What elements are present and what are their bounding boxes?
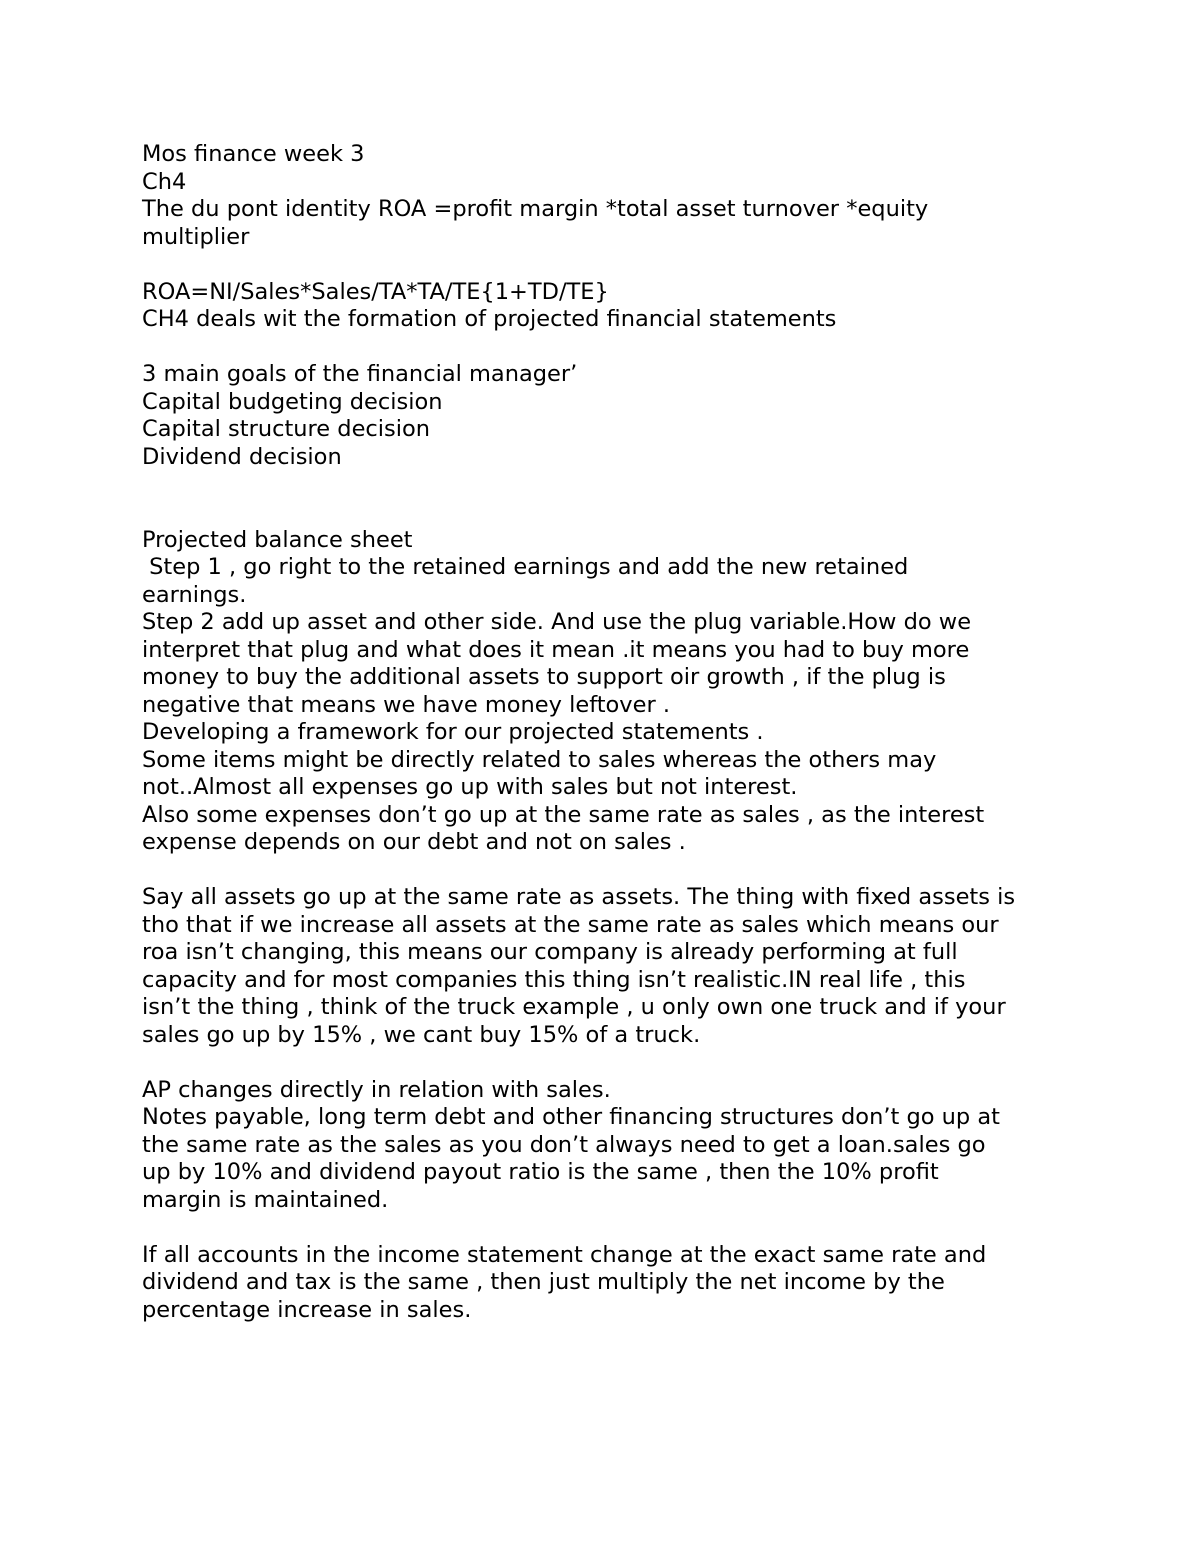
- doc-line: 3 main goals of the financial manager’: [142, 361, 578, 387]
- doc-line: Notes payable, long term debt and other financing structures don’t go up at: [142, 1104, 1000, 1130]
- doc-line: margin is maintained.: [142, 1186, 389, 1213]
- doc-line: not..Almost all expenses go up with sales but not interest.: [142, 774, 798, 800]
- blank-line: [142, 857, 1072, 885]
- doc-chapter: Ch4: [142, 168, 187, 195]
- doc-line: Developing a framework for our projected statements .: [142, 719, 764, 745]
- doc-line: up by 10% and dividend payout ratio is the same , then the 10% profit: [142, 1159, 939, 1185]
- doc-line: Also some expenses don’t go up at the same rate as sales , as the interest: [142, 801, 985, 828]
- doc-line: Step 2 add up asset and other side. And use the plug variable.How do we: [142, 609, 972, 635]
- doc-line: AP changes directly in relation with sales.: [142, 1076, 611, 1103]
- blank-line: [142, 471, 1072, 499]
- doc-formula: ROA=NI/Sales*Sales/TA*TA/TE{1+TD/TE}: [142, 278, 609, 305]
- doc-list-item: Capital budgeting decision: [142, 388, 443, 415]
- doc-line: money to buy the additional assets to support oir growth , if the plug is: [142, 664, 946, 690]
- doc-section-heading: Projected balance sheet: [142, 526, 413, 553]
- doc-line: Step 1 , go right to the retained earnings and add the new retained: [142, 554, 909, 580]
- doc-line: negative that means we have money leftover .: [142, 691, 671, 718]
- doc-line: dividend and tax is the same , then just multiply the net income by the: [142, 1269, 945, 1295]
- document-body: [142, 141, 1072, 1324]
- doc-line: capacity and for most companies this thing isn’t realistic.IN real life , this: [142, 966, 966, 993]
- blank-line: [142, 499, 1072, 527]
- doc-line: interpret that plug and what does it mean .it means you had to buy more: [142, 636, 970, 663]
- doc-list-item: Dividend decision: [142, 443, 342, 470]
- doc-line: multiplier: [142, 223, 250, 250]
- blank-line: [142, 251, 1072, 279]
- blank-line: [142, 334, 1072, 362]
- doc-line: percentage increase in sales.: [142, 1296, 472, 1323]
- doc-line: Say all assets go up at the same rate as assets. The thing with fixed assets is: [142, 884, 1016, 910]
- blank-line: [142, 1049, 1072, 1077]
- doc-line: sales go up by 15% , we cant buy 15% of a truck.: [142, 1021, 701, 1048]
- doc-line: isn’t the thing , think of the truck example , u only own one truck and if your: [142, 994, 1006, 1020]
- doc-line: The du pont identity ROA =profit margin *total asset turnover *equity: [142, 196, 929, 222]
- doc-title: Mos finance week 3: [142, 141, 365, 167]
- doc-line: Some items might be directly related to sales whereas the others may: [142, 746, 937, 773]
- doc-line: CH4 deals wit the formation of projected financial statements: [142, 306, 837, 332]
- doc-line: If all accounts in the income statement change at the exact same rate and: [142, 1241, 987, 1268]
- doc-line: roa isn’t changing, this means our company is already performing at full: [142, 939, 958, 965]
- doc-line: earnings.: [142, 581, 247, 608]
- doc-line: expense depends on our debt and not on sales .: [142, 829, 686, 855]
- blank-line: [142, 1214, 1072, 1242]
- doc-list-item: Capital structure decision: [142, 416, 431, 442]
- doc-line: tho that if we increase all assets at the same rate as sales which means our: [142, 911, 999, 938]
- doc-line: the same rate as the sales as you don’t always need to get a loan.sales go: [142, 1131, 986, 1158]
